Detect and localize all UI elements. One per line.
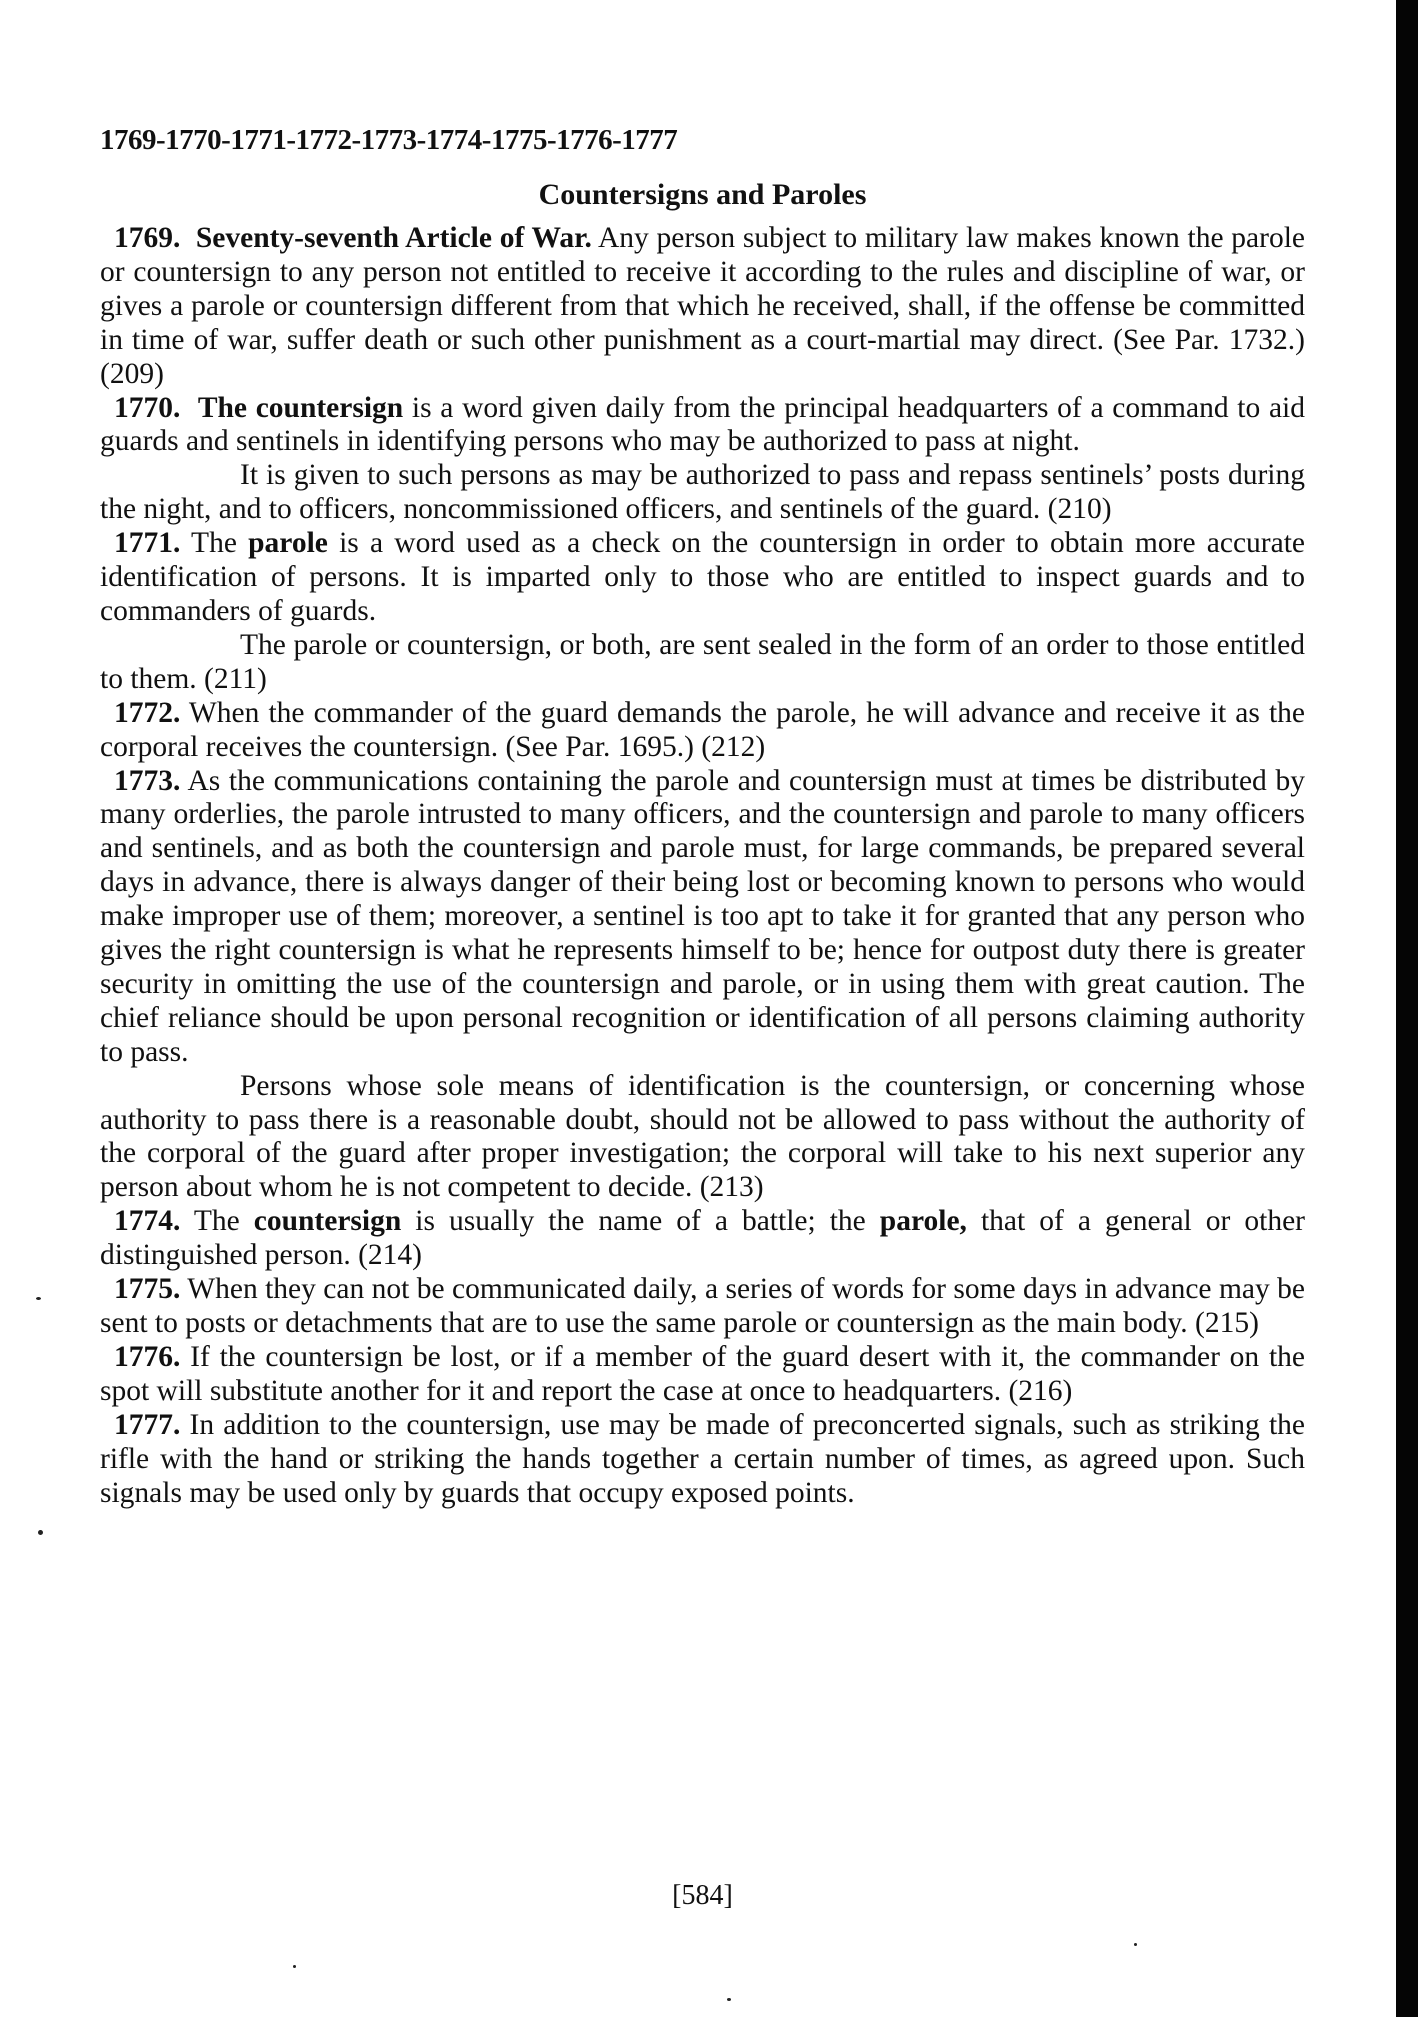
paragraph-1772: 1772. When the commander of the guard demands the parole, he will advance and receive it as the corporal receives the countersign. (See Par. 1695.) (212)	[100, 696, 1305, 763]
paragraph-1769: 1769. Seventy-seventh Article of War. Any person subject to military law makes known the parole or countersign to any person not entitled to receive it according to the rules and discipline of war, or gives a parole or countersign different from that which he received, shall, if the offense be committed in time of war, suffer death or such other punishment as a court-martial may direct. (See Par. 1732.) (209)	[100, 222, 1305, 390]
scan-speck	[727, 1998, 731, 2001]
paragraph-1773: 1773. As the communications containing the parole and countersign must at times be distributed by many orderlies, the parole intrusted to many officers, and the countersign and parole to many officers and sentinels, and as both the countersign and parole must, for large commands, be prepared several days in advance, there is always danger of their being lost or becoming known to persons who would make improper use of them; moreover, a sentinel is too apt to take it for granted that any person who gives the right countersign is what he represents himself to be; hence for outpost duty there is greater security in omitting the use of the countersign and parole, or in using them with great caution. The chief reliance should be upon personal recognition or identification of all persons claiming authority to pass.	[100, 764, 1305, 1068]
scan-speck	[38, 1530, 43, 1535]
paragraph-1771: 1771. The parole is a word used as a check on the countersign in order to obtain more accurate identification of persons. It is imparted only to those who are entitled to inspect guards and to commanders of guards.	[100, 527, 1305, 627]
section-title: Countersigns and Paroles	[538, 178, 867, 211]
paragraph-1777: 1777. In addition to the countersign, use may be made of preconcerted signals, such as striking the rifle with the hand or striking the hands together a certain number of times, as agreed upon. Such signals may be used only by guards that occupy exposed points.	[100, 1408, 1305, 1509]
paragraph-1773-continued: Persons whose sole means of identification is the countersign, or concerning whose authority to pass there is a reasonable doubt, should not be allowed to pass without the authority of the corporal of the guard after proper investigation; the corporal will take to his next superior any person about whom he is not competent to decide. (213)	[100, 1069, 1305, 1204]
scan-speck	[293, 1965, 296, 1968]
paragraph-1775: 1775. When they can not be communicated daily, a series of words for some days in advance may be sent to posts or detachments that are to use the same parole or countersign as the main body. (215)	[100, 1273, 1305, 1339]
scan-speck	[36, 1297, 41, 1300]
paragraph-1770: 1770. The countersign is a word given daily from the principal headquarters of a command to aid guards and sentinels in identifying persons who may be authorized to pass at night.	[100, 391, 1305, 458]
page-number: [584]	[672, 1880, 733, 1911]
running-head: 1769-1770-1771-1772-1773-1774-1775-1776-1777	[100, 124, 678, 156]
paragraph-1776: 1776. If the countersign be lost, or if a member of the guard desert with it, the commander on the spot will substitute another for it and report the case at once to headquarters. (216)	[100, 1340, 1305, 1407]
document-body	[100, 222, 1305, 1510]
paragraph-1770-continued: It is given to such persons as may be authorized to pass and repass sentinels’ posts during the night, and to officers, noncommissioned officers, and sentinels of the guard. (210)	[100, 459, 1305, 526]
paragraph-1771-continued: The parole or countersign, or both, are sent sealed in the form of an order to those entitled to them. (211)	[100, 628, 1305, 695]
scan-speck	[1134, 1943, 1137, 1946]
scan-edge-bar	[1396, 0, 1418, 2017]
paragraph-1774: 1774. The countersign is usually the name of a battle; the parole, that of a general or other distinguished person. (214)	[100, 1205, 1305, 1272]
